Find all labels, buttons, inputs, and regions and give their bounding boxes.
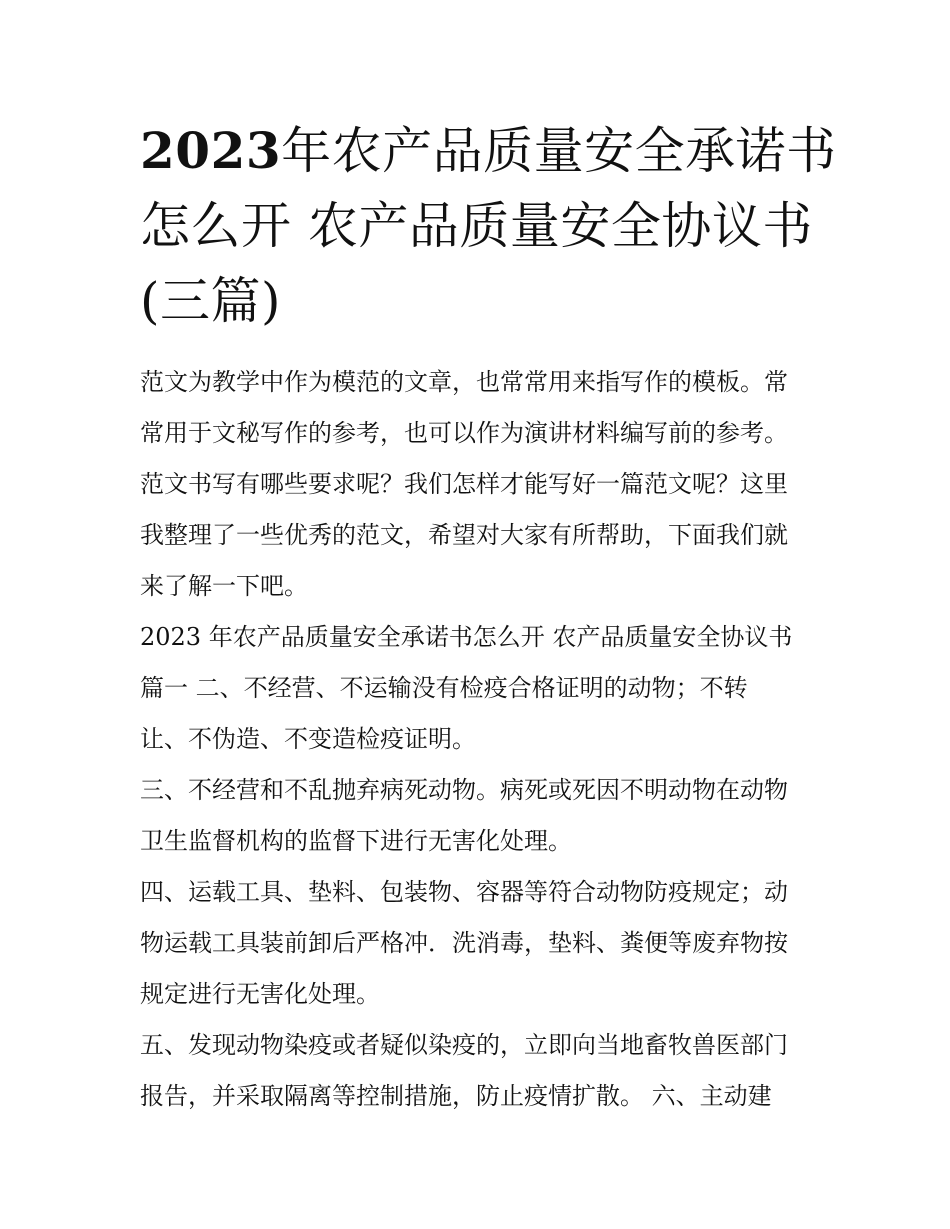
body-line: 2023 年农产品质量安全承诺书怎么开 农产品质量安全协议书: [140, 623, 793, 651]
title-line-2: 怎么开 农产品质量安全协议书: [140, 197, 813, 255]
body-line: 三、不经营和不乱抛弃病死动物。病死或死因不明动物在动物: [140, 776, 788, 804]
body-line: 来了解一下吧。: [140, 572, 308, 600]
title-year: 2023: [140, 121, 282, 180]
body-line: 让、不伪造、不变造检疫证明。: [140, 725, 476, 753]
title-line-1-text: 年农产品质量安全承诺书: [281, 122, 837, 180]
body-line: 物运载工具装前卸后严格冲．洗消毒，垫料、粪便等废弃物按: [140, 929, 788, 957]
body-line: 范文书写有哪些要求呢？我们怎样才能写好一篇范文呢？这里: [140, 470, 788, 498]
body-line: 常用于文秘写作的参考，也可以作为演讲材料编写前的参考。: [140, 419, 788, 447]
body-line: 我整理了一些优秀的范文，希望对大家有所帮助，下面我们就: [140, 521, 788, 549]
body-line: 报告，并采取隔离等控制措施，防止疫情扩散。 六、主动建: [140, 1082, 772, 1110]
body-line: 规定进行无害化处理。: [140, 980, 380, 1008]
document-body: [140, 357, 820, 1122]
title-line-3: (三篇): [140, 272, 282, 330]
body-line: 篇一 二、不经营、不运输没有检疫合格证明的动物；不转: [140, 674, 748, 702]
body-line: 范文为教学中作为模范的文章，也常常用来指写作的模板。常: [140, 368, 788, 396]
body-line: 四、运载工具、垫料、包装物、容器等符合动物防疫规定；动: [140, 878, 788, 906]
document-title: [140, 113, 837, 339]
body-line: 卫生监督机构的监督下进行无害化处理。: [140, 827, 572, 855]
body-line: 五、发现动物染疫或者疑似染疫的，立即向当地畜牧兽医部门: [140, 1031, 788, 1059]
title-line-1: [140, 113, 837, 189]
